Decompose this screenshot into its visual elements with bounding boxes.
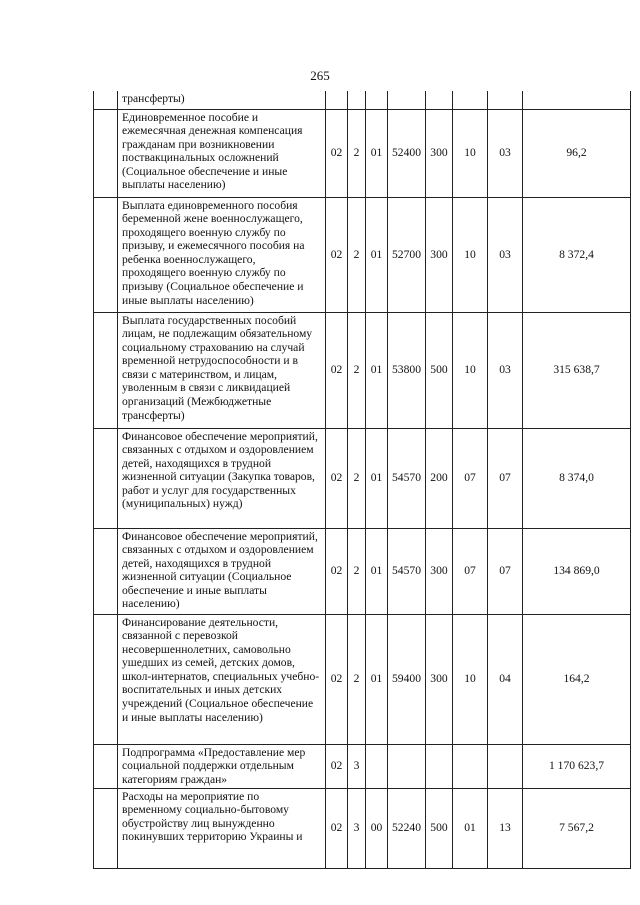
row-code-3: 01 [366,109,388,197]
row-code-3: 01 [366,528,388,614]
row-code-2: 2 [348,614,366,744]
row-code-5: 300 [426,197,453,312]
row-margin-cell [94,788,118,868]
row-code-1: 02 [326,528,348,614]
row-code-6 [453,744,488,788]
row-code-2 [348,91,366,109]
row-code-1: 02 [326,788,348,868]
row-code-4: 52240 [388,788,426,868]
row-code-7 [488,91,523,109]
row-code-5: 500 [426,312,453,428]
row-code-5 [426,744,453,788]
table-row [94,528,631,614]
row-code-4: 52700 [388,197,426,312]
row-code-7: 03 [488,109,523,197]
row-code-7: 03 [488,197,523,312]
row-code-2: 2 [348,528,366,614]
row-code-6 [453,91,488,109]
row-code-5 [426,91,453,109]
row-code-2: 3 [348,788,366,868]
row-code-4: 54570 [388,428,426,528]
row-name: Подпрограмма «Предоставление мер социальной поддержки отдельным категориям граждан» [118,744,326,788]
row-margin-cell [94,91,118,109]
row-code-7: 03 [488,312,523,428]
row-sum: 8 372,4 [523,197,631,312]
row-code-7: 04 [488,614,523,744]
row-code-6: 10 [453,109,488,197]
row-code-7 [488,744,523,788]
row-name: трансферты) [118,91,326,109]
row-margin-cell [94,744,118,788]
table-row [94,91,631,109]
row-code-5: 200 [426,428,453,528]
row-name: Выплата государственных пособий лицам, не подлежащим обязательному социальному страхованию на случай временной нетрудоспособности и в связи с материнством, и лицам, уволенным в связи с ликвидацией организаций (Межбюджетные трансферты) [118,312,326,428]
row-code-1: 02 [326,744,348,788]
table-row [94,109,631,197]
row-code-6: 07 [453,428,488,528]
row-code-3 [366,91,388,109]
row-code-4: 54570 [388,528,426,614]
budget-table [93,91,631,869]
row-sum: 134 869,0 [523,528,631,614]
table-row [94,197,631,312]
row-code-5: 300 [426,109,453,197]
row-code-3: 01 [366,428,388,528]
row-margin-cell [94,528,118,614]
row-code-3 [366,744,388,788]
row-code-4: 59400 [388,614,426,744]
row-code-1: 02 [326,428,348,528]
row-code-2: 2 [348,312,366,428]
row-margin-cell [94,428,118,528]
row-code-5: 500 [426,788,453,868]
row-code-1: 02 [326,312,348,428]
table-row [94,312,631,428]
table-row [94,744,631,788]
row-code-3: 01 [366,197,388,312]
row-sum: 1 170 623,7 [523,744,631,788]
table-row [94,614,631,744]
row-sum: 164,2 [523,614,631,744]
row-code-2: 2 [348,197,366,312]
row-code-3: 00 [366,788,388,868]
table-row [94,788,631,868]
row-code-2: 2 [348,428,366,528]
row-margin-cell [94,109,118,197]
row-code-5: 300 [426,614,453,744]
row-name: Расходы на мероприятие по временному социально-бытовому обустройству лиц вынужденно покинувших территорию Украины и [118,788,326,868]
row-name: Единовременное пособие и ежемесячная денежная компенсация гражданам при возникновении поствакцинальных осложнений (Социальное обеспечение и иные выплаты населению) [118,109,326,197]
row-code-4 [388,744,426,788]
row-sum: 315 638,7 [523,312,631,428]
row-name: Выплата единовременного пособия беременной жене военнослужащего, проходящего военную службу по призыву, и ежемесячного пособия на ребенка военнослужащего, проходящего военную службу по призыву (Социальное обеспечение и иные выплаты населению) [118,197,326,312]
row-code-2: 3 [348,744,366,788]
row-code-6: 07 [453,528,488,614]
row-code-4: 53800 [388,312,426,428]
row-code-7: 07 [488,428,523,528]
row-margin-cell [94,614,118,744]
row-code-1: 02 [326,614,348,744]
row-code-6: 10 [453,614,488,744]
row-code-4 [388,91,426,109]
row-code-6: 10 [453,197,488,312]
row-name: Финансовое обеспечение мероприятий, связанных с отдыхом и оздоровлением детей, находящихся в трудной жизненной ситуации (Закупка товаров, работ и услуг для государственных (муниципальных) нужд) [118,428,326,528]
row-margin-cell [94,312,118,428]
row-code-6: 10 [453,312,488,428]
row-code-7: 13 [488,788,523,868]
row-name: Финансовое обеспечение мероприятий, связанных с отдыхом и оздоровлением детей, находящихся в трудной жизненной ситуации (Социальное обеспечение и иные выплаты населению) [118,528,326,614]
row-margin-cell [94,197,118,312]
row-code-3: 01 [366,614,388,744]
row-sum: 7 567,2 [523,788,631,868]
row-sum: 96,2 [523,109,631,197]
row-code-1 [326,91,348,109]
row-code-3: 01 [366,312,388,428]
row-code-7: 07 [488,528,523,614]
row-code-6: 01 [453,788,488,868]
row-sum [523,91,631,109]
page-number: 265 [310,68,330,83]
row-code-5: 300 [426,528,453,614]
row-code-1: 02 [326,109,348,197]
row-code-1: 02 [326,197,348,312]
table-row [94,428,631,528]
row-code-4: 52400 [388,109,426,197]
row-name: Финансирование деятельности, связанной с перевозкой несовершеннолетних, самовольно ушедших из семей, детских домов, школ-интернатов, специальных учебно-воспитательных и иных детских учреждений (Социальное обеспечение и иные выплаты населению) [118,614,326,744]
row-sum: 8 374,0 [523,428,631,528]
row-code-2: 2 [348,109,366,197]
